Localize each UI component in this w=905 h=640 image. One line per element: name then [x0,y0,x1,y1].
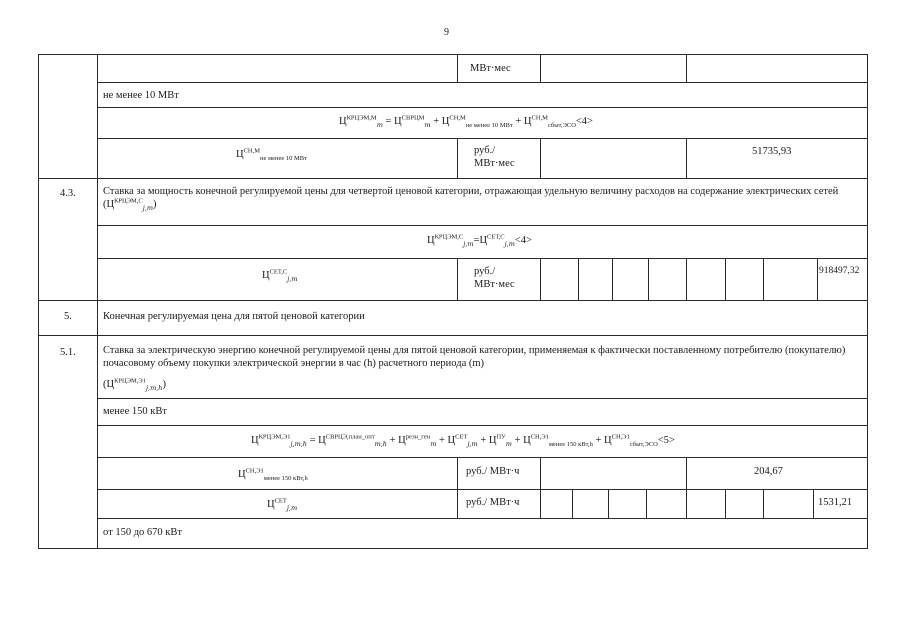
cell-divider [686,54,687,82]
cell-divider [578,258,579,300]
cell-divider [817,258,818,300]
row-line [97,258,868,259]
cell-divider [457,258,458,300]
num-col-divider [97,54,98,548]
symbol-cn-m: $Ц^{СН,М}_{не менее 10 МВт}$ [236,147,307,163]
cell-divider [646,489,647,518]
cell-divider [540,138,541,178]
formula-krcem-c: $Ц^{КРЦЭМ,С}_{j,m}=Ц^{СЕТ,С}_{j,m}<4>$ [427,233,532,249]
row-line [38,335,868,336]
symbol-cn-e1: $Ц^{СН,Э1}_{менее 150 кВт,h}$ [238,467,308,483]
unit-cell: МВт·мес [470,63,511,74]
row-line [97,518,868,519]
cell-divider [540,54,541,82]
formula-krcem-m: $Ц^{КРЦЭМ,М}_m = Ц^{СВРЦМ}_m + Ц^{СН,М}_{не менее 10 МВт} + Ц^{СН,М}_{сбыт,ЭСО}<4>$ [339,114,593,130]
unit-cell: руб./ МВт·ч [466,466,520,477]
unit-cell: руб./ МВт·мес [474,145,515,169]
item-description: Конечная регулируемая цена для пятой ценовой категории [103,311,365,322]
value-cell: 204,67 [754,466,783,477]
item-number: 5. [64,311,72,322]
cell-divider [540,258,541,300]
category-label: не менее 10 МВт [103,90,179,101]
row-line [97,107,868,108]
cell-divider [612,258,613,300]
unit-cell: руб./ МВт·мес [474,266,515,290]
cell-divider [572,489,573,518]
row-line [97,138,868,139]
category-label: от 150 до 670 кВт [103,527,182,538]
item-number: 4.3. [60,188,76,199]
cell-divider [763,489,764,518]
cell-divider [540,489,541,518]
row-line [97,398,868,399]
table-border-right [867,54,868,548]
symbol-cet: $Ц^{СЕТ}_{j,m}$ [267,497,298,513]
cell-divider [725,258,726,300]
item-symbol: $(Ц^{КРЦЭМ,Э1}_{j,m,h})$ [103,377,166,393]
value-cell: 1531,21 [818,497,853,508]
cell-divider [648,258,649,300]
cell-divider [686,489,687,518]
cell-divider [686,457,687,489]
table-border-left [38,54,39,548]
cell-divider [457,138,458,178]
value-cell: 51735,93 [752,146,792,157]
symbol-cet-c: $Ц^{СЕТ,С}_{j,m}$ [262,268,298,284]
page-number: 9 [444,27,449,38]
value-cell: 918497,32 [819,266,860,276]
cell-divider [686,138,687,178]
cell-divider [813,489,814,518]
row-line [97,225,868,226]
cell-divider [608,489,609,518]
cell-divider [540,457,541,489]
cell-divider [457,457,458,489]
row-line [97,82,868,83]
formula-krcem-e1: $Ц^{КРЦЭМ,Э1}_{j,m,h} = Ц^{СВРЦЭ,план\_опт}_{m,h} + Ц^{резн\_ген}_m + Ц^{СЕТ}_{j,m} + Ц^{ПУ}_m + Ц^{СН,Э1}_{менее 150 кВт,h} + Ц^{СН,Э1}_{сбыт,ЭСО}<5>$ [251,433,675,449]
cell-divider [763,258,764,300]
cell-divider [457,489,458,518]
row-line [38,548,868,549]
row-line [97,425,868,426]
row-line [38,54,868,55]
category-label: менее 150 кВт [103,406,167,417]
item-description: Ставка за мощность конечной регулируемой цены для четвертой ценовой категории, отражающая удельную величину расходов на содержание электрических сетей $(Ц^{КРЦЭМ,С}_{j,m})$ [103,186,839,213]
cell-divider [725,489,726,518]
unit-cell: руб./ МВт·ч [466,497,520,508]
row-line [38,300,868,301]
item-number: 5.1. [60,347,76,358]
item-description: Ставка за электрическую энергию конечной регулируемой цены для пятой ценовой категории, применяемая к фактически поставленному потребителю (покупателю) почасовому объему покупки электрической энергии в час (h) расчетного периода (m) [103,345,846,369]
cell-divider [457,54,458,82]
row-line [38,178,868,179]
row-line [97,489,868,490]
row-line [97,457,868,458]
cell-divider [686,258,687,300]
